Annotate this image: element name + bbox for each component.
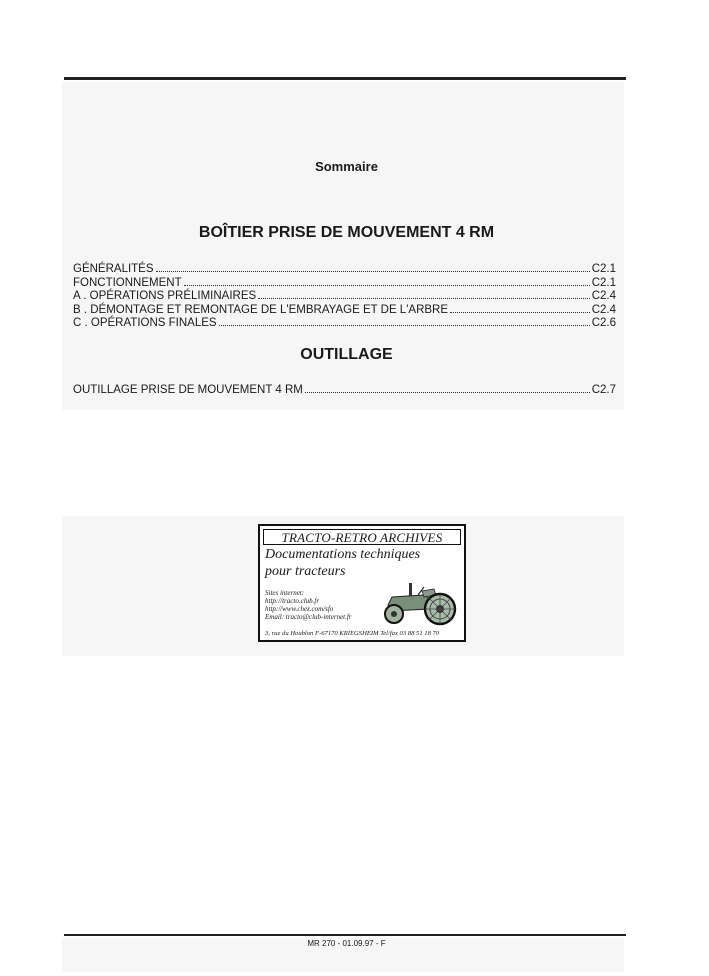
toc-leader-dots [305,383,590,393]
section-heading-boitier: BOÎTIER PRISE DE MOUVEMENT 4 RM [198,224,495,241]
toc-entry-label: C . OPÉRATIONS FINALES [73,317,217,329]
toc-entry [73,276,616,290]
stamp-sites-label: Sites internet: [265,589,305,597]
toc-entry-page: C2.1 [591,263,616,275]
archive-stamp [258,524,466,642]
stamp-email: Email: tracto@club-internet.fr [265,613,352,621]
toc-entry [73,289,616,303]
toc-entry-label: A . OPÉRATIONS PRÉLIMINAIRES [73,290,257,302]
toc-entry-label: OUTILLAGE PRISE DE MOUVEMENT 4 RM [73,384,303,396]
tractor-icon [378,581,460,627]
stamp-banner: TRACTO-RETRO ARCHIVES [263,529,461,545]
toc-entry-label: B . DÉMONTAGE ET REMONTAGE DE L'EMBRAYAGE ET DE L'ARBRE [73,303,449,316]
toc-entry [73,383,616,397]
toc-entry-page: C2.4 [591,303,616,316]
toc-list-boitier [73,262,616,330]
stamp-url-2: http://www.chez.com/sfo [265,605,334,613]
toc-entry-label: GÉNÉRALITÉS [73,263,154,275]
toc-entry-page: C2.7 [591,384,616,396]
stamp-url-1: http://tracto.club.fr [265,597,320,605]
stamp-line-2: pour tracteurs [265,564,346,579]
toc-leader-dots [156,262,590,272]
toc-entry [73,303,616,317]
footer-reference: MR 270 - 01.09.97 - F [307,939,386,948]
toc-leader-dots [219,316,590,326]
toc-entry-page: C2.4 [591,290,616,302]
stamp-line-1: Documentations techniques [265,547,421,562]
toc-entry [73,262,616,276]
toc-list-outillage [73,383,616,397]
top-rule [64,77,626,80]
toc-entry-label: FONCTIONNEMENT [73,276,182,289]
toc-entry [73,316,616,330]
toc-entry-page: C2.1 [591,276,616,289]
toc-leader-dots [450,303,590,313]
bottom-rule [64,934,626,936]
section-heading-outillage: OUTILLAGE [300,346,393,363]
stamp-address: 3, rue du Houblon F-67170 KRIEGSHEIM Tel/fax 03 88 51 18 70 [265,630,440,637]
summary-title: Sommaire [315,159,378,174]
toc-leader-dots [258,289,590,299]
toc-entry-page: C2.6 [591,317,616,329]
toc-leader-dots [184,276,590,286]
